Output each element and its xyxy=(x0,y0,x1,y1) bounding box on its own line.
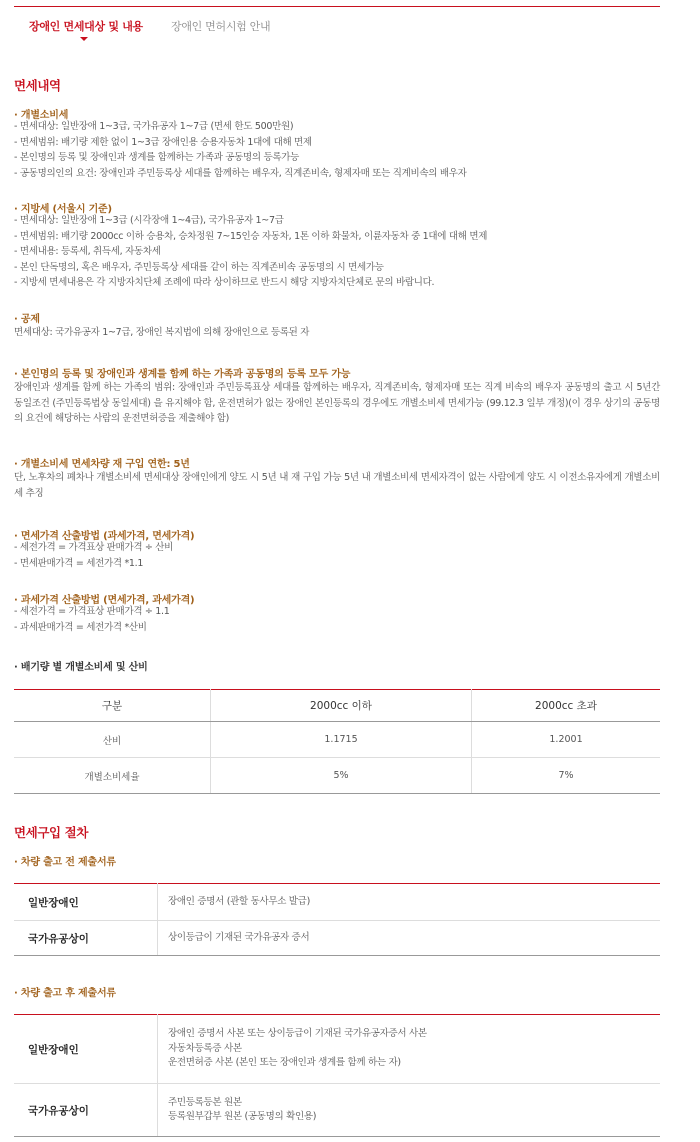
list-item: - 지방세 면세내용은 각 지방자치단체 조례에 따라 상이하므로 반드시 해당 지방자치단체로 문의 바랍니다. xyxy=(14,277,435,288)
table-cell: 1.1715 xyxy=(211,722,472,758)
list-item: - 과세판매가격 = 세전가격 *산비 xyxy=(14,621,147,633)
heading-individual-consumption-tax: · 개별소비세 xyxy=(14,110,69,121)
table-row xyxy=(14,921,660,956)
heading-joint-registration: · 본인명의 등록 및 장애인과 생계를 함께 하는 가족과 공동명의 등록 모두 가능 xyxy=(14,369,351,380)
table-row xyxy=(14,758,660,794)
column-header: 2000cc 이하 xyxy=(211,690,472,722)
doc-item: 주민등록등본 원본 xyxy=(168,1096,242,1108)
doc-item: 장애인 증명서 (관할 동사무소 발급) xyxy=(168,895,310,907)
tab-license-exam[interactable]: 장애인 면허시험 안내 xyxy=(171,20,271,33)
row-docs xyxy=(158,884,661,921)
table-header-row xyxy=(14,690,660,722)
row-label: 일반장애인 xyxy=(14,884,158,921)
column-header: 구분 xyxy=(14,690,211,722)
paragraph-joint-registration: 장애인과 생계를 함께 하는 가족의 범위: 장애인과 주민등록표상 세대를 함께하는 배우자, 직계존비속, 형제자매 또는 직계 비속의 배우자 공동명의 출고 시 5년간 동일조건 (주민등록법상 동일세대) 을 유지해야 함, 운전면허가 없는 장애인 본인등록의 경우에도 개별소비세 면세가능 (99.12.3 일부 개정)(이 경우 상기의 공동명의 요건에 해당하는 사람의 운전면허증을 제출해야 함) xyxy=(14,382,660,424)
doc-item: 장애인 증명서 사본 또는 상이등급이 기재된 국가유공자증서 사본 xyxy=(168,1028,427,1040)
table-row xyxy=(14,722,660,758)
section-title-exemption: 면세내역 xyxy=(14,78,61,93)
row-label: 국가유공상이 xyxy=(14,921,158,956)
table-cell: 1.2001 xyxy=(472,722,661,758)
table-cell: 개별소비세율 xyxy=(14,758,211,794)
row-label: 일반장애인 xyxy=(14,1015,158,1084)
row-docs xyxy=(158,921,661,956)
row-docs xyxy=(158,1084,661,1137)
heading-taxed-price-method: · 과세가격 산출방법 (면세가격, 과세가격) xyxy=(14,595,195,606)
row-docs xyxy=(158,1015,661,1084)
list-item: 면세대상: 국가유공자 1~7급, 장애인 복지법에 의해 장애인으로 등록된 자 xyxy=(14,327,310,338)
list-item: - 면세대상: 일반장애 1~3급, 국가유공자 1~7급 (면세 한도 500만원) xyxy=(14,121,294,132)
list-item: - 면세범위: 배기량 제한 없이 1~3급 장애인용 승용자동차 1대에 대해 면제 xyxy=(14,136,312,148)
column-header: 2000cc 초과 xyxy=(472,690,661,722)
list-item: - 면세범위: 배기량 2000cc 이하 승용차, 승차정원 7~15인승 자동차, 1톤 이하 화물차, 이륜자동차 중 1대에 대해 면제 xyxy=(14,230,488,242)
list-item: - 세전가격 = 가격표상 판매가격 ÷ 1.1 xyxy=(14,606,170,617)
section-title-purchase-procedure: 면세구입 절차 xyxy=(14,825,89,840)
list-item: - 면세판매가격 = 세전가격 *1.1 xyxy=(14,557,144,569)
list-item: - 세전가격 = 가격표상 판매가격 ÷ 산비 xyxy=(14,542,174,553)
tab-bar xyxy=(14,6,660,45)
heading-local-tax: · 지방세 (서울시 기준) xyxy=(14,204,112,215)
heading-repurchase-period: · 개별소비세 면세차량 재 구입 연한: 5년 xyxy=(14,459,190,470)
table-cell: 산비 xyxy=(14,722,211,758)
tab-tax-exemption[interactable]: 장애인 면세대상 및 내용 xyxy=(29,20,143,33)
row-label: 국가유공상이 xyxy=(14,1084,158,1137)
before-delivery-table xyxy=(14,883,660,956)
list-item: - 본인명의 등록 및 장애인과 생계를 함께하는 가족과 공동명의 등록가능 xyxy=(14,152,300,163)
after-delivery-table xyxy=(14,1014,660,1137)
list-item: - 본인 단독명의, 혹은 배우자, 주민등록상 세대를 같이 하는 직계존비속 공동명의 시 면세가능 xyxy=(14,261,384,273)
heading-deduction: · 공제 xyxy=(14,314,40,325)
doc-item: 운전면허증 사본 (본인 또는 장애인과 생계를 함께 하는 자) xyxy=(168,1057,401,1069)
list-exempt-price-method xyxy=(14,540,660,571)
table-cell: 7% xyxy=(472,758,661,794)
paragraph-repurchase-period: 단, 노후차의 폐차나 개별소비세 면세대상 장애인에게 양도 시 5년 내 재 구입 가능 5년 내 개별소비세 면세자격이 없는 사람에게 양도 시 이전소유자에게 개별소비세 추징 xyxy=(14,472,660,499)
heading-before-delivery: · 차량 출고 전 제출서류 xyxy=(14,857,116,868)
list-item: - 면세내용: 등록세, 취득세, 자동차세 xyxy=(14,246,161,257)
list-item: - 공동명의인의 요건: 장애인과 주민등록상 세대를 함께하는 배우자, 직계존비속, 형제자매 또는 직계비속의 배우자 xyxy=(14,167,467,179)
doc-item: 자동차등록증 사본 xyxy=(168,1042,242,1054)
table-row xyxy=(14,1015,660,1084)
list-local-tax xyxy=(14,213,660,291)
doc-item: 등록원부갑부 원본 (공동명의 확인용) xyxy=(168,1111,317,1122)
list-item: - 면세대상: 일반장애 1~3급 (시각장애 1~4급), 국가유공자 1~7급 xyxy=(14,215,284,226)
list-taxed-price-method xyxy=(14,604,660,635)
heading-after-delivery: · 차량 출고 후 제출서류 xyxy=(14,988,116,999)
table-cell: 5% xyxy=(211,758,472,794)
list-deduction xyxy=(14,325,660,341)
table-row xyxy=(14,884,660,921)
heading-rate-table: · 배기량 별 개별소비세 및 산비 xyxy=(14,662,148,673)
table-row xyxy=(14,1084,660,1137)
rate-table xyxy=(14,689,660,794)
active-tab-arrow-icon xyxy=(80,37,88,41)
list-individual-consumption-tax xyxy=(14,119,660,181)
heading-exempt-price-method: · 면세가격 산출방법 (과세가격, 면세가격) xyxy=(14,531,195,542)
doc-item: 상이등급이 기재된 국가유공자 증서 xyxy=(168,931,310,943)
